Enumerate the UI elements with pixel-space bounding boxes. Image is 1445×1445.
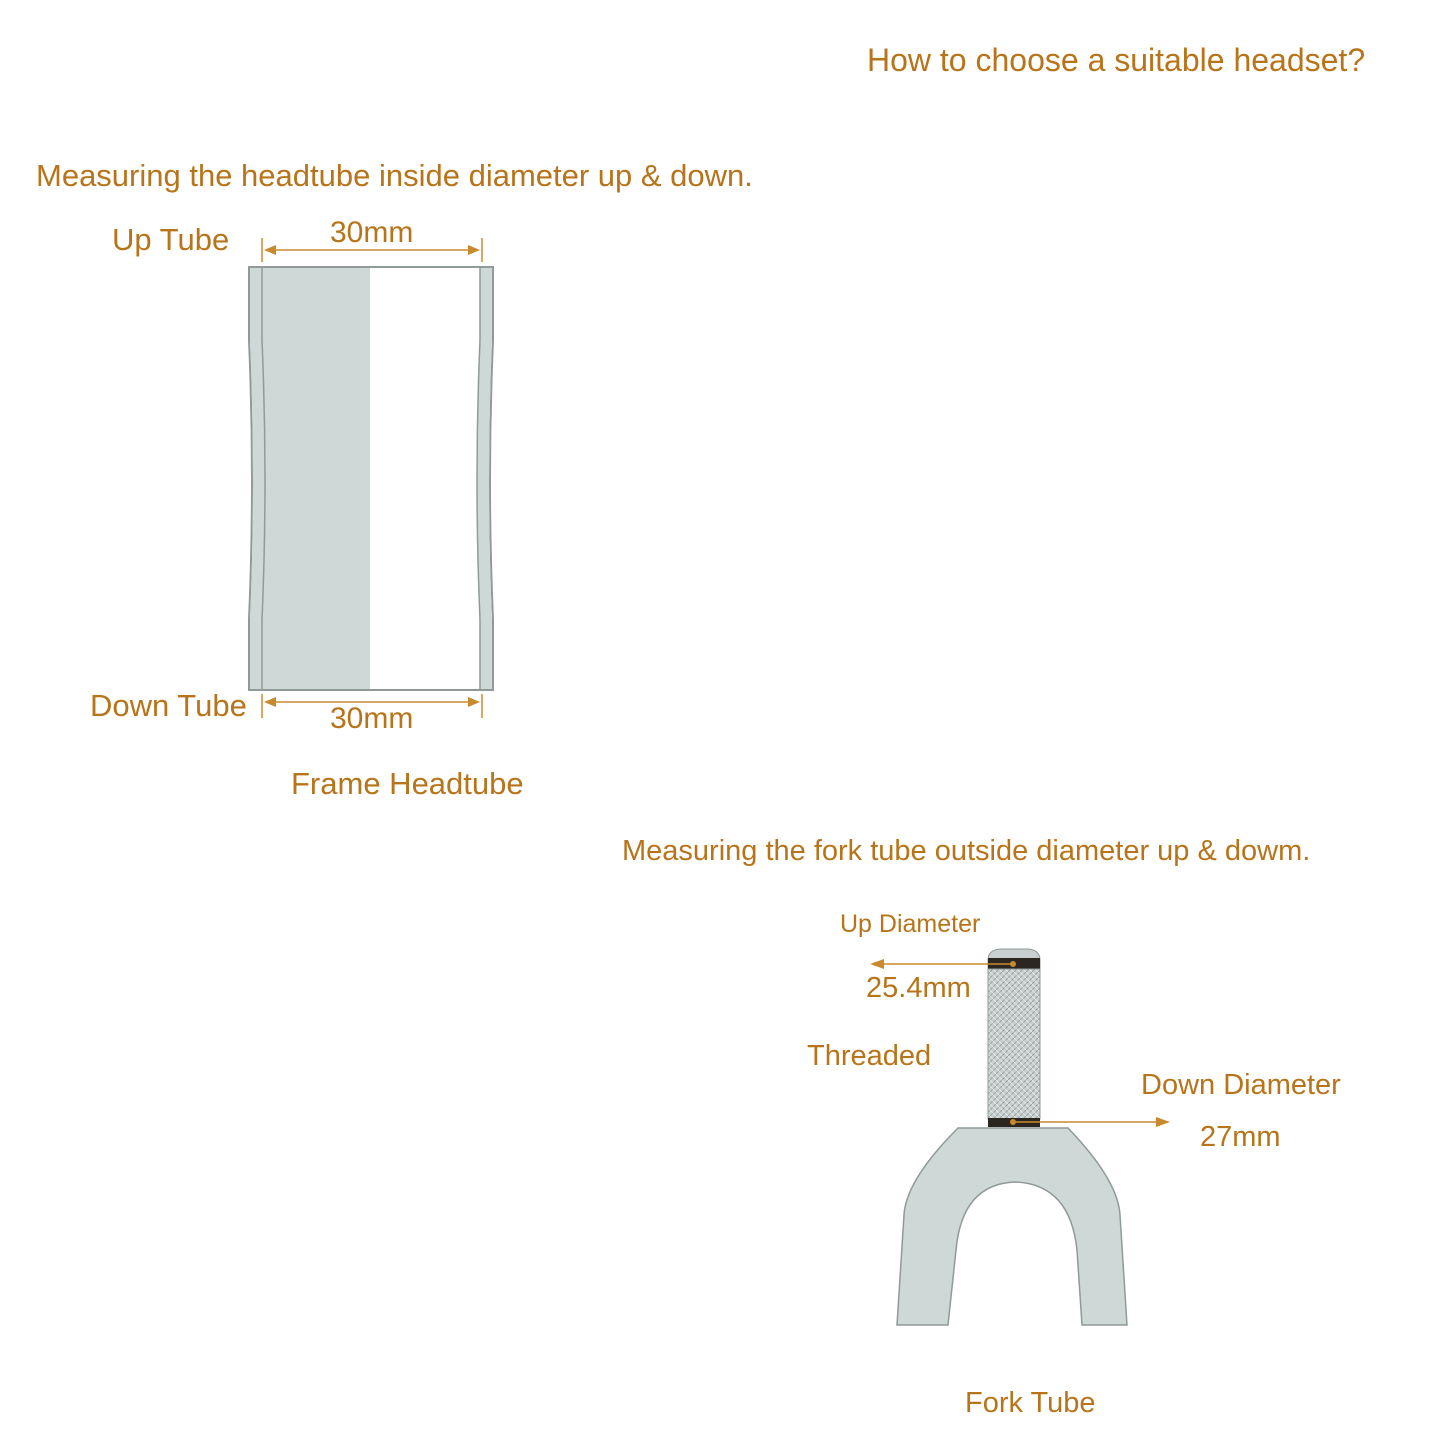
fork-crown-legs xyxy=(897,1128,1127,1325)
threaded-label: Threaded xyxy=(807,1040,932,1072)
down-tube-label: Down Tube xyxy=(90,688,247,723)
up-tube-label: Up Tube xyxy=(112,222,230,257)
frame-headtube-label: Frame Headtube xyxy=(291,766,524,801)
page-title: How to choose a suitable headset? xyxy=(867,42,1366,78)
frame-headtube-shape xyxy=(249,267,493,690)
down-tube-dimension: 30mm xyxy=(330,702,414,735)
down-diameter-dimension: 27mm xyxy=(1200,1121,1281,1153)
headtube-caption: Measuring the headtube inside diameter up & down. xyxy=(36,158,753,193)
fork-caption: Measuring the fork tube outside diameter up & dowm. xyxy=(622,835,1311,867)
fork-steerer-tube xyxy=(988,949,1040,1127)
fork-tube-label: Fork Tube xyxy=(965,1387,1096,1419)
up-diameter-label: Up Diameter xyxy=(840,910,981,938)
down-diameter-label: Down Diameter xyxy=(1141,1069,1341,1101)
up-diameter-dimension: 25.4mm xyxy=(866,972,971,1004)
up-tube-dimension: 30mm xyxy=(330,216,414,249)
